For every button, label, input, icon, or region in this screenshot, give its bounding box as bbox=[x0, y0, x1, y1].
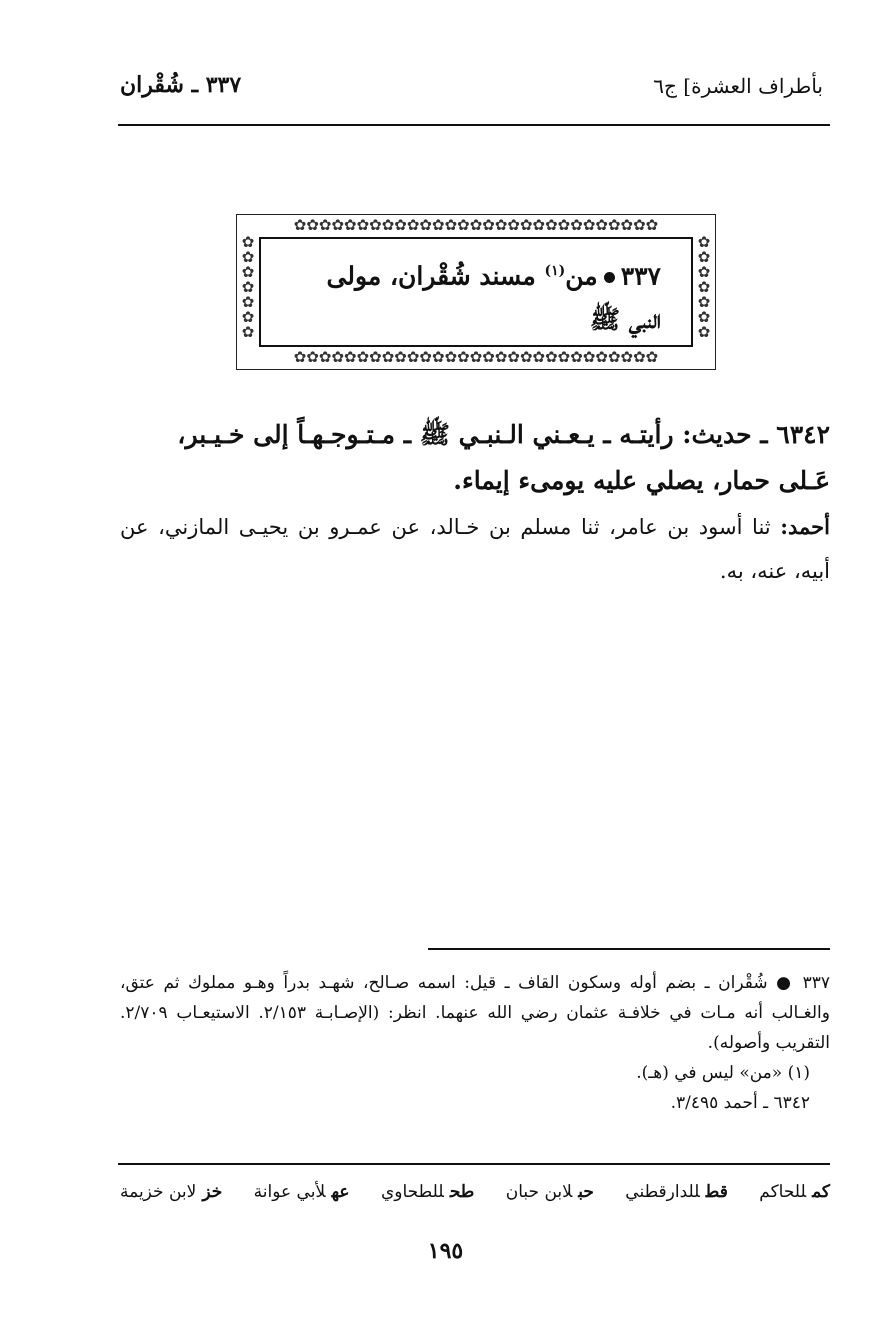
ornamental-title-frame bbox=[236, 214, 716, 370]
page-number: ١٩٥ bbox=[427, 1238, 464, 1264]
frame-border-right: ✿✿✿✿✿✿✿ bbox=[697, 235, 711, 341]
title-box bbox=[259, 237, 693, 347]
footnote-1: (١) «من» ليس في (هـ). bbox=[636, 1063, 810, 1083]
section-title-line2: النبي ﷺ bbox=[589, 305, 661, 335]
running-head-section: ٣٣٧ ـ شُقْران bbox=[120, 72, 242, 98]
running-head-book: بأطراف العشرة] ج٦ bbox=[653, 74, 823, 98]
header-rule bbox=[118, 124, 830, 126]
frame-border-top: ✿✿✿✿✿✿✿✿✿✿✿✿✿✿✿✿✿✿✿✿✿✿✿✿✿✿✿✿✿ bbox=[293, 218, 659, 234]
footnotes bbox=[120, 968, 830, 1118]
abbr-item: كمللحاكم bbox=[759, 1182, 830, 1202]
section-title-text: مسند شُقْران، مولى bbox=[326, 261, 536, 291]
footnote-hadith-ref: ٦٣٤٢ ـ أحمد ٣/٤٩٥. bbox=[670, 1093, 810, 1113]
hadith-line1: ـ حديث: رأيتـه ـ يـعـني الـنبـي ﷺ ـ مـتـوجـهـاً إلى خـيـبر، bbox=[177, 420, 768, 449]
footnote-ref: (١) bbox=[544, 263, 566, 279]
bottom-rule bbox=[118, 1163, 830, 1165]
bullet-icon bbox=[604, 272, 615, 283]
abbr-item: عهلأبي عوانة bbox=[253, 1182, 350, 1202]
abbr-item: قطللدارقطني bbox=[625, 1182, 728, 1202]
frame-border-left: ✿✿✿✿✿✿✿ bbox=[241, 235, 255, 341]
abbr-item: خزلابن خزيمة bbox=[120, 1182, 223, 1202]
chain-source-label: أحمد: bbox=[780, 514, 830, 539]
hadith-text bbox=[120, 412, 830, 504]
abbr-item: طحللطحاوي bbox=[380, 1182, 475, 1202]
abbr-item: حبلابن حبان bbox=[505, 1182, 594, 1202]
frame-border-bottom: ✿✿✿✿✿✿✿✿✿✿✿✿✿✿✿✿✿✿✿✿✿✿✿✿✿✿✿✿✿ bbox=[293, 350, 659, 366]
section-prefix: من bbox=[565, 261, 598, 291]
hadith-line2: عَـلى حمار، يصلي عليه يومىء إيماء. bbox=[453, 466, 830, 495]
section-title bbox=[291, 249, 661, 342]
footnote-rule bbox=[428, 948, 830, 950]
hadith-number: ٦٣٤٢ bbox=[776, 420, 830, 449]
abbreviation-key bbox=[120, 1182, 830, 1202]
isnad-chain bbox=[120, 505, 830, 593]
chain-text: ثنا أسود بن عامر، ثنا مسلم بن خـالد، عن عمـرو بن يحيـى المازني، عن أبيه، عنه، به. bbox=[120, 515, 830, 583]
footnote-biography: ٣٣٧ ● شُقْران ـ بضم أوله وسكون القاف ـ قيل: اسمه صـالح، شهـد بدراً وهـو مملوك ثم عتق، والغـالب أنه مـات في خلافـة عثمان رضي الله عنهما. انظر: (الإصـابـة ٢/١٥٣. الاستيعـاب ٢/٧٠٩. التقريب وأصوله). bbox=[120, 973, 830, 1053]
section-number: ٣٣٧ bbox=[620, 261, 661, 291]
